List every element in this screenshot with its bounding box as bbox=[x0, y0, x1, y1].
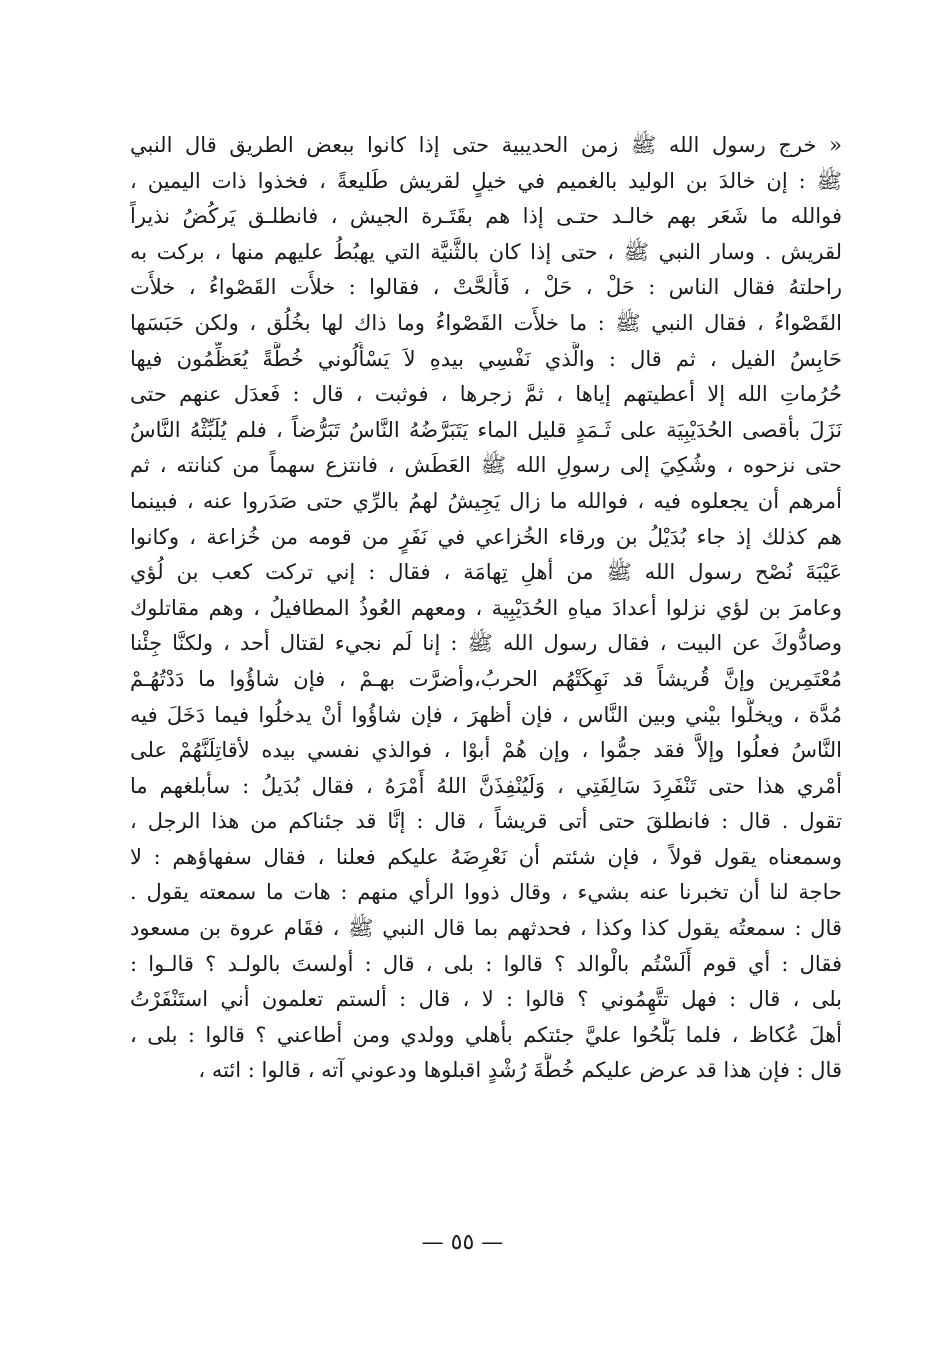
text-line: عَيْبَةَ نُصْح رسول الله ﷺ من أهلِ تِهامَة ، فقال : إني تركت كعب بن لُؤي bbox=[130, 560, 842, 585]
text-line: تقول . قال : فانطلقَ حتى أتى قريشاً ، قال : إنَّا قد جئناكم من هذا الرجل ، bbox=[130, 809, 842, 834]
text-line: حاجة لنا أن تخبرنا عنه بشيء ، وقال ذووا الرأي منهم : هات ما سمعته يقول . bbox=[130, 880, 842, 905]
text-line: بلى ، قال : فهل تتَّهِمُوني ؟ قالوا : لا ، قال : ألستم تعلمون أني استَنْفَرْتُ bbox=[130, 987, 842, 1012]
page-number: — ٥٥ — bbox=[421, 1230, 504, 1255]
text-line: حُرُماتِ الله إلا أعطيتهم إياها ، ثمَّ زجرها ، فوثبت ، قال : فَعدَل عنهم حتى bbox=[130, 382, 842, 407]
body-text bbox=[130, 128, 842, 1089]
text-line: حَابِسُ الفيل ، ثم قال : والَّذي نَفْسِي بيدهِ لاَ يَسْأَلُوني خُطَّةً يُعَظِّمُون فيها bbox=[130, 346, 842, 371]
text-line: القَصْواءُ ، فقال النبي ﷺ : ما خلأَت القَصْواءُ وما ذاك لها بخُلُق ، ولكن حَبَسَها bbox=[130, 310, 842, 335]
text-line: راحلتهُ فقال الناس : حَلْ ، حَلْ ، فَأَلحَّتْ ، فقالوا : خلأَت القَصْواءُ ، خلأَت bbox=[130, 275, 842, 300]
text-line: أمرهم أن يجعلوه فيه ، فوالله ما زال يَجِيشُ لهمُ بالرِّي حتى صَدَروا عنه ، فبينما bbox=[130, 488, 842, 513]
text-line: أهلَ عُكاظ ، فلما بَلَّحُوا عليَّ جئتكم بأهلي وولدي ومن أطاعني ؟ قالوا : بلى ، bbox=[130, 1022, 842, 1047]
text-line: قال : فإن هذا قد عرض عليكم خُطَّةَ رُشْدٍ اقبلوها ودعوني آته ، قالوا : ائته ، bbox=[198, 1058, 842, 1083]
text-line: لقريش . وسار النبي ﷺ ، حتى إذا كان بالثَّنيَّة التي يهبُطُ عليهم منها ، بركت به bbox=[130, 239, 842, 264]
text-line: هم كذلك إذ جاء بُدَيْلُ بن ورقاء الخُزاعي في نَفَرٍ من قومه من خُزاعة ، وكانوا bbox=[130, 524, 842, 549]
text-line: النَّاسُ فعلُوا وإلاَّ فقد جمُّوا ، وإن هُمْ أبوْا ، فوالذي نفسي بيده لأقاتِلَنَّهُمْ على bbox=[130, 738, 842, 763]
text-line: وسمعناه يقول قولاً ، فإن شئتم أن نَعْرِضَهُ عليكم فعلنا ، فقال سفهاؤهم : لا bbox=[130, 844, 842, 869]
text-line: قال : سمعتُه يقول كذا وكذا ، فحدثهم بما قال النبي ﷺ ، فقَام عروة بن مسعود bbox=[130, 916, 842, 941]
text-line: مُدَّة ، ويخلُّوا بيْني وبين النَّاس ، فإن أظهرَ ، فإن شاؤُوا أنْ يدخلُوا فيما دَخَلَ فيه bbox=[130, 702, 842, 727]
text-line: وصادُّوكَ عن البيت ، فقال رسول الله ﷺ : إنا لَم نجيء لقتال أحد ، ولكنَّا جِئْنا bbox=[130, 631, 842, 656]
text-line: حتى نزحوه ، وشُكِيَ إلى رسولِ الله ﷺ العَطَش ، فانتزع سهماً من كنانته ، ثم bbox=[130, 453, 842, 478]
text-line: فقال : أي قوم أَلَسْتُم بالْوالد ؟ قالوا : بلى ، قال : أولستَ بالولـد ؟ قالـوا : bbox=[130, 951, 842, 976]
text-line: مُعْتَمِرين وإنَّ قُريشاً قد نَهِكَتْهُم الحربُ،وأضرَّت بهـمْ ، فإن شاؤُوا ما دَدْتُهُـمْ bbox=[130, 666, 842, 691]
text-line: ﷺ : إن خالدَ بن الوليد بالغميم في خيلٍ لقريش طَليعةً ، فخذوا ذات اليمين ، bbox=[130, 168, 842, 193]
text-line: « خرج رسول الله ﷺ زمن الحديبية حتى إذا كانوا ببعض الطريق قال النبي bbox=[130, 133, 842, 157]
text-line: نَزَلَ بأقصى الحُدَيْبِيَة على ثَـمَدٍ قليل الماء يَتَبَرَّضُهُ النَّاسُ تَبَرُّضاً ، فلم يُلَبِّثْهُ النَّاسُ bbox=[130, 417, 842, 442]
text-line: أمْري هذا حتى تَنْفَرِدَ سَالِفَتِي ، وَلَيُنْفِذَنَّ اللهُ أَمْرَهُ ، فقال بُدَيلُ : سأبلغهم ما bbox=[130, 773, 842, 798]
text-line: وعامرَ بن لؤي نزلوا أعدادَ مياهِ الحُدَيْبِية ، ومعهم العُوذُ المطافيلُ ، وهم مقاتلوك bbox=[130, 595, 842, 620]
text-line: فوالله ما شَعَر بهم خالـد حتـى إذا هم بقَتَـرة الجيش ، فانطلـق يَركُضُ نذيراً bbox=[130, 204, 842, 229]
